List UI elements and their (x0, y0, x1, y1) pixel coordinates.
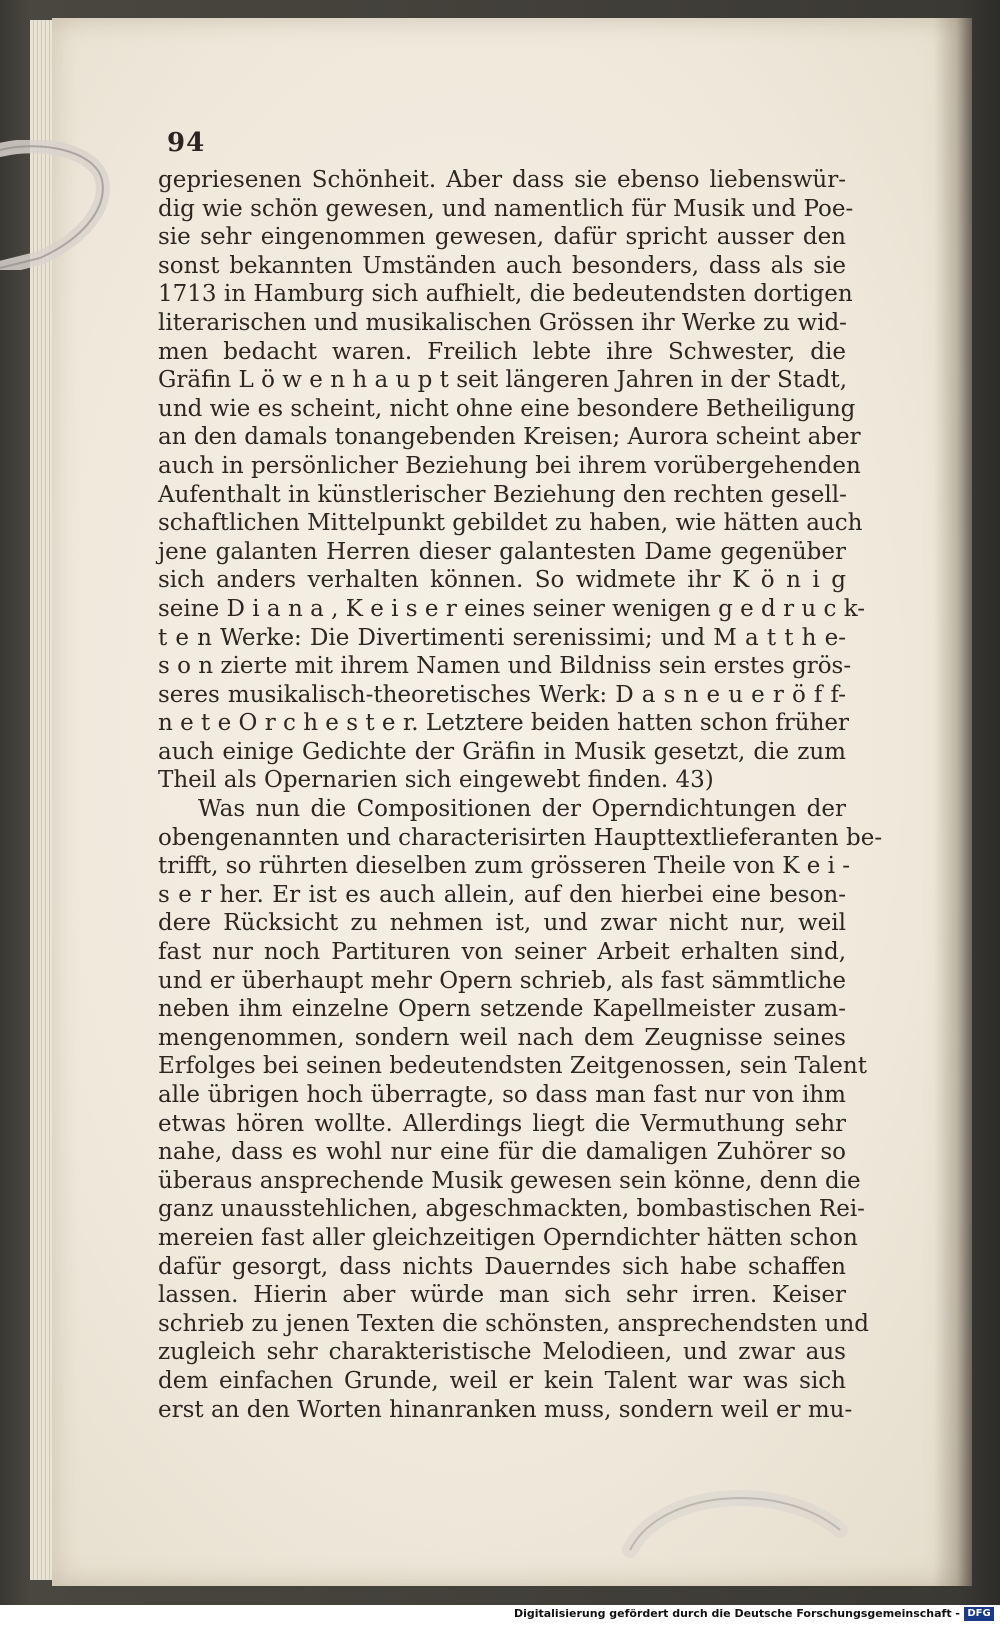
text-line: seres musikalisch-theoretisches Werk: D a s n e u e r ö f f- (158, 681, 846, 708)
text-line: auch einige Gedichte der Gräfin in Musik gesetzt, die zum (158, 738, 846, 765)
text-line: s e r her. Er ist es auch allein, auf den hierbei eine beson- (158, 881, 846, 908)
text-line: seine D i a n a , K e i s e r eines seiner wenigen g e d r u c k- (158, 595, 865, 622)
text-line: dafür gesorgt, dass nichts Dauerndes sich habe schaffen (158, 1253, 846, 1280)
text-line: lassen. Hierin aber würde man sich sehr irren. Keiser (158, 1282, 846, 1309)
text-line: mengenommen, sondern weil nach dem Zeugnisse seines (158, 1024, 846, 1051)
text-line: men bedacht waren. Freilich lebte ihre Schwester, die (158, 338, 846, 365)
page-gutter-shadow (934, 18, 972, 1586)
text-line: sie sehr eingenommen gewesen, dafür spricht ausser den (158, 224, 846, 251)
text-line: dig wie schön gewesen, und namentlich für Musik und Poe- (158, 195, 854, 222)
page-clip-bottom-icon (620, 1470, 850, 1560)
dfg-logo: DFG (964, 1607, 994, 1621)
text-line: erst an den Worten hinanranken muss, sondern weil er mu- (158, 1396, 853, 1423)
text-line: fast nur noch Partituren von seiner Arbeit erhalten sind, (158, 939, 846, 966)
text-line: Erfolges bei seinen bedeutendsten Zeitgenossen, sein Talent (158, 1053, 867, 1080)
text-line: an den damals tonangebenden Kreisen; Aurora scheint aber (158, 424, 861, 451)
page-clip-icon (0, 140, 110, 270)
text-line: und er überhaupt mehr Opern schrieb, als fast sämmtliche (158, 967, 846, 994)
text-line: ganz unausstehlichen, abgeschmackten, bombastischen Rei- (158, 1196, 865, 1223)
text-line: nahe, dass es wohl nur eine für die damaligen Zuhörer so (158, 1139, 846, 1166)
text-line: trifft, so rührten dieselben zum grösseren Theile von K e i - (158, 853, 851, 880)
text-line: gepriesenen Schönheit. Aber dass sie ebenso liebenswür- (158, 167, 846, 193)
text-line: mereien fast aller gleichzeitigen Operndichter hätten schon (158, 1224, 858, 1251)
text-line: dem einfachen Grunde, weil er kein Talent war was sich (158, 1367, 846, 1394)
text-line: alle übrigen hoch überragte, so dass man fast nur von ihm (158, 1082, 846, 1108)
text-line: überaus ansprechende Musik gewesen sein könne, denn die (158, 1167, 861, 1194)
text-line: auch in persönlicher Beziehung bei ihrem vorübergehenden (158, 452, 861, 479)
text-line: obengenannten und characterisirten Haupttextlieferanten be- (158, 824, 883, 851)
text-line: jene galanten Herren dieser galantesten Dame gegenüber (158, 538, 846, 565)
text-line: schaftlichen Mittelpunkt gebildet zu haben, wie hätten auch (158, 510, 863, 537)
body-text (158, 166, 883, 1424)
text-line: zugleich sehr charakteristische Melodieen, und zwar aus (158, 1339, 846, 1366)
text-line: neben ihm einzelne Opern setzende Kapellmeister zusam- (158, 996, 846, 1023)
text-line: n e t e O r c h e s t e r. Letztere beiden hatten schon früher (158, 710, 850, 737)
text-line: literarischen und musikalischen Grössen ihr Werke zu wid- (158, 309, 847, 336)
text-line: Was nun die Compositionen der Operndichtungen der (198, 796, 846, 823)
text-line: 1713 in Hamburg sich aufhielt, die bedeutendsten dortigen (158, 281, 853, 308)
text-line: sich anders verhalten können. So widmete ihr K ö n i g (158, 567, 846, 594)
text-line: Theil als Opernarien sich eingewebt finden. 43) (158, 767, 714, 794)
footer-credit: Digitalisierung gefördert durch die Deutsche Forschungsgemeinschaft - (513, 1607, 960, 1620)
text-line: Aufenthalt in künstlerischer Beziehung den rechten gesell- (158, 481, 847, 508)
text-line: Gräfin L ö w e n h a u p t seit längeren Jahren in der Stadt, (158, 367, 848, 394)
text-line: dere Rücksicht zu nehmen ist, und zwar nicht nur, weil (158, 910, 846, 937)
text-line: etwas hören wollte. Allerdings liegt die Vermuthung sehr (158, 1110, 846, 1137)
text-line: t e n Werke: Die Divertimenti serenissimi; und M a t t h e- (158, 624, 846, 651)
text-line: schrieb zu jenen Texten die schönsten, ansprechendsten und (158, 1310, 870, 1337)
text-line: s o n zierte mit ihrem Namen und Bildniss sein erstes grös- (158, 653, 852, 680)
page-number: 94 (167, 128, 206, 158)
text-line: sonst bekannten Umständen auch besonders, dass als sie (158, 252, 846, 279)
text-line: und wie es scheint, nicht ohne eine besondere Betheiligung (158, 395, 856, 422)
